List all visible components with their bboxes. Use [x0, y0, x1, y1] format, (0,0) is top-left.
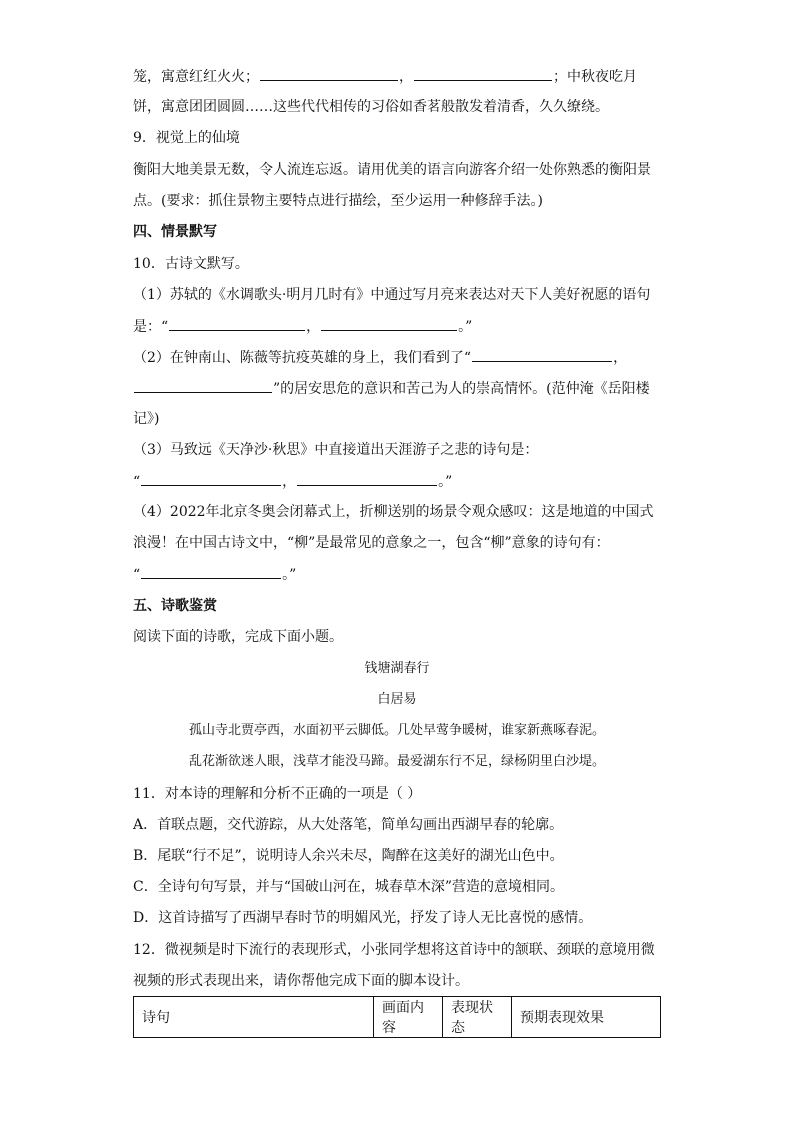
text-line: （4）2022年北京冬奥会闭幕式上，折柳送别的场景令观众感叹：这是地道的中国式	[133, 504, 654, 520]
question-11-title: 11．对本诗的理解和分析不正确的一项是（ ）	[133, 786, 422, 802]
text-line: 阅读下面的诗歌，完成下面小题。	[133, 629, 343, 645]
text-line: “ ， 。”	[133, 471, 452, 492]
section-heading: 四、情景默写	[133, 224, 217, 240]
text-line: 记》)	[133, 411, 160, 427]
answer-blank[interactable]	[141, 471, 281, 486]
answer-blank[interactable]	[297, 471, 437, 486]
text-line: （1）苏轼的《水调歌头·明月几时有》中通过写月亮来表达对天下人美好祝愿的语句	[133, 287, 651, 303]
text-line: 饼，寓意团团圆圆……这些代代相传的习俗如香茗般散发着清香，久久缭绕。	[133, 99, 609, 115]
text-line: （2）在钟南山、陈薇等抗疫英雄的身上，我们看到了“ ，	[133, 347, 627, 368]
poem-author: 白居易	[377, 692, 417, 707]
text-line: 是：“ ， 。”	[133, 316, 472, 337]
poem-line: 乱花渐欲迷人眼，浅草才能没马蹄。最爱湖东行不足，绿杨阴里白沙堤。	[188, 754, 605, 769]
text-line: 点。(要求：抓住景物主要特点进行描绘，至少运用一种修辞手法。)	[133, 193, 543, 209]
text-line: 视频的形式表现出来，请你帮他完成下面的脚本设计。	[133, 973, 469, 989]
answer-blank[interactable]	[260, 66, 398, 81]
section-heading: 五、诗歌鉴赏	[133, 598, 217, 614]
answer-blank[interactable]	[134, 378, 272, 393]
poem-title: 钱塘湖春行	[364, 661, 430, 676]
text-line: 浪漫！在中国古诗文中，“柳”是最常见的意象之一，包含“柳”意象的诗句有：	[133, 535, 610, 551]
text-line: （3）马致远《天净沙·秋思》中直接道出天涯游子之悲的诗句是：	[133, 442, 539, 458]
question-9-title: 9．视觉上的仙境	[133, 130, 240, 146]
choice-a[interactable]: A．首联点题，交代游踪，从大处落笔，简单勾画出西湖早春的轮廓。	[133, 817, 564, 833]
text-line: ”的居安思危的意识和苦己为人的崇高情怀。(范仲淹《岳阳楼	[133, 378, 650, 399]
table-header-cell: 表现状态	[443, 997, 512, 1038]
table-header-cell: 画面内容	[374, 997, 443, 1038]
answer-blank[interactable]	[321, 316, 457, 331]
table-row	[134, 997, 661, 1038]
choice-d[interactable]: D．这首诗描写了西湖早春时节的明媚风光，抒发了诗人无比喜悦的感情。	[133, 910, 593, 926]
table-header-cell: 预期表现效果	[512, 997, 661, 1038]
answer-blank[interactable]	[169, 316, 305, 331]
answer-blank[interactable]	[414, 66, 552, 81]
choice-b[interactable]: B．尾联“行不足”，说明诗人余兴未尽，陶醉在这美好的湖光山色中。	[133, 848, 564, 864]
choice-c[interactable]: C．全诗句句写景，并与“国破山河在，城春草木深”营造的意境相同。	[133, 879, 565, 895]
answer-blank[interactable]	[472, 347, 612, 362]
script-table	[133, 996, 661, 1038]
text-line: 笼，寓意红红火火； ， ；中秋夜吃月	[133, 66, 637, 87]
question-12-title: 12．微视频是时下流行的表现形式，小张同学想将这首诗中的颔联、颈联的意境用微	[133, 942, 655, 958]
text-line: 衡阳大地美景无数，令人流连忘返。请用优美的语言向游客介绍一处你熟悉的衡阳景	[133, 162, 651, 178]
question-10-title: 10．古诗文默写。	[133, 256, 249, 272]
text-line: “ 。”	[133, 564, 296, 585]
answer-blank[interactable]	[141, 564, 281, 579]
poem-line: 孤山寺北贾亭西，水面初平云脚低。几处早莺争暖树，谁家新燕啄春泥。	[188, 723, 605, 738]
table-header-cell: 诗句	[134, 997, 374, 1038]
